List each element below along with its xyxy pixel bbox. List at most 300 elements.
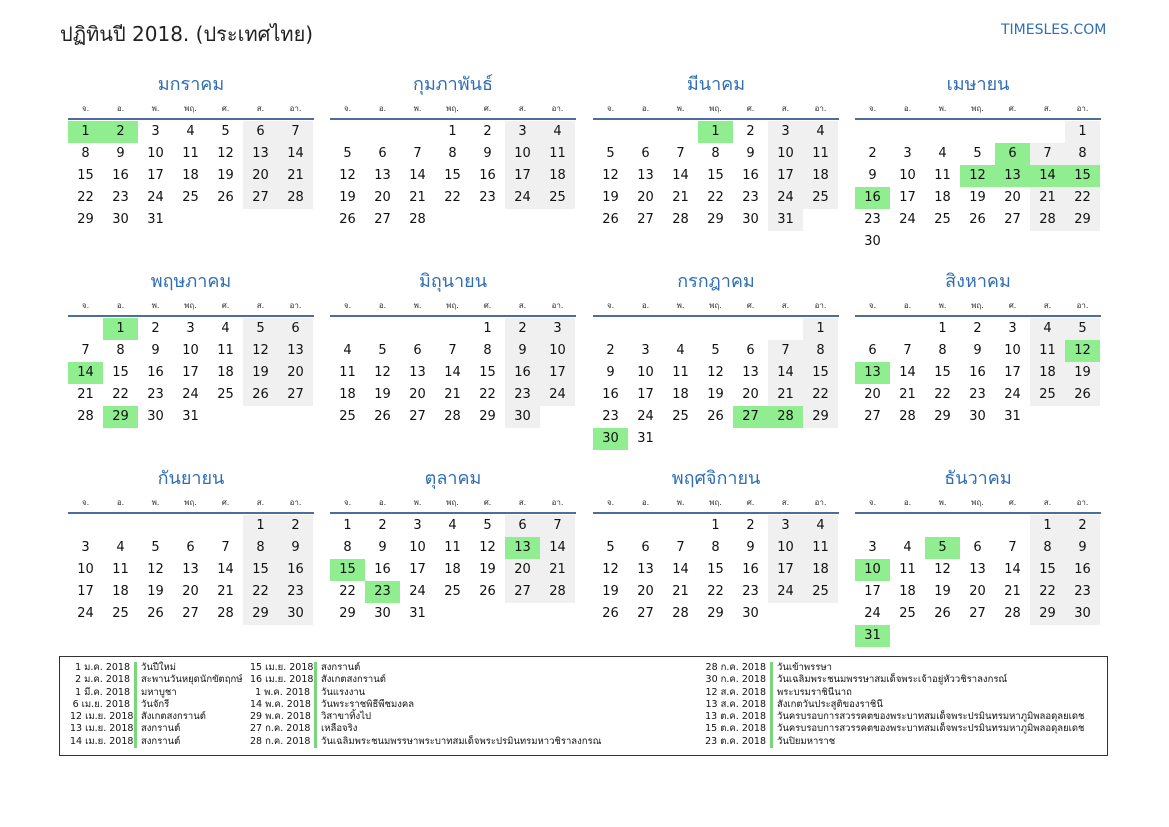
holiday-name: พระบรมราชินีนาถ: [777, 686, 852, 698]
holiday-name: สังเกตสงกรานต์: [321, 674, 386, 686]
day-cell: 25: [540, 187, 575, 209]
day-cell: 19: [374, 387, 391, 402]
holiday-name: สังเกตวันประสูติของราชินี: [777, 698, 883, 710]
holiday-date: 28 ก.ค. 2018: [250, 735, 311, 747]
holiday-date: 23 ต.ค. 2018: [705, 735, 766, 747]
day-cell: 4: [676, 343, 685, 358]
day-cell: 6: [641, 540, 650, 555]
day-cell: 4: [343, 343, 352, 358]
weekday-label: ศ.: [1008, 104, 1017, 113]
day-cell: 23: [479, 190, 496, 205]
day-cell: 24: [147, 190, 164, 205]
weekday-label: พ.: [413, 498, 422, 507]
day-cell: 6: [186, 540, 195, 555]
day-cell: 22: [1030, 581, 1065, 603]
holiday-marker: [314, 699, 317, 711]
day-cell: 3: [768, 515, 803, 537]
day-cell: 9: [746, 540, 755, 555]
site-link[interactable]: TIMESLES.COM: [1001, 22, 1107, 38]
holiday-marker: [314, 674, 317, 686]
weekday-label: ส.: [781, 104, 790, 113]
day-cell: 18: [1030, 362, 1065, 384]
holiday-name: สงกรานต์: [321, 662, 361, 673]
day-cell: 31: [637, 431, 654, 446]
day-cell: 2: [606, 343, 615, 358]
day-cell: 20: [374, 190, 391, 205]
day-cell: 14: [444, 365, 461, 380]
holiday-date: 12 ส.ค. 2018: [705, 686, 766, 698]
day-cell: 24: [540, 384, 575, 406]
weekday-label: พ.: [413, 104, 422, 113]
day-cell: 30: [742, 212, 759, 227]
holiday-legend-item: [70, 662, 243, 674]
empty-cell: [400, 318, 435, 340]
holiday-day-cell: 1: [68, 121, 103, 143]
day-cell: 18: [217, 365, 234, 380]
holiday-marker: [770, 723, 773, 735]
day-cell: 29: [339, 606, 356, 621]
day-cell: 24: [899, 212, 916, 227]
holiday-name: วันจักรี: [141, 698, 170, 710]
day-cell: 7: [221, 540, 230, 555]
day-cell: 19: [243, 362, 278, 384]
day-cell: 15: [707, 562, 724, 577]
day-cell: 22: [707, 190, 724, 205]
holiday-legend-item: [704, 711, 1085, 723]
weekday-label: พฤ.: [446, 498, 459, 507]
day-cell: 19: [147, 584, 164, 599]
holiday-day-cell: 14: [68, 362, 103, 384]
day-cell: 28: [672, 606, 689, 621]
empty-cell: [960, 515, 995, 537]
weekday-label: พ.: [413, 301, 422, 310]
day-grid: [855, 121, 1100, 253]
day-cell: 3: [186, 321, 195, 336]
day-cell: 31: [1004, 409, 1021, 424]
day-cell: 11: [444, 540, 461, 555]
day-cell: 9: [1065, 537, 1100, 559]
day-cell: 12: [147, 562, 164, 577]
day-cell: 14: [409, 168, 426, 183]
day-cell: 10: [77, 562, 94, 577]
day-cell: 6: [413, 343, 422, 358]
day-cell: 31: [768, 209, 803, 231]
day-cell: 18: [540, 165, 575, 187]
holiday-marker: [134, 699, 137, 711]
day-cell: 17: [409, 562, 426, 577]
day-cell: 23: [278, 581, 313, 603]
empty-cell: [768, 318, 803, 340]
day-cell: 11: [339, 365, 356, 380]
day-cell: 9: [378, 540, 387, 555]
day-cell: 17: [899, 190, 916, 205]
day-cell: 13: [278, 340, 313, 362]
weekday-label: อา.: [289, 498, 302, 507]
weekday-label: จ.: [868, 498, 877, 507]
day-cell: 1: [1030, 515, 1065, 537]
day-cell: 2: [868, 146, 877, 161]
day-cell: 11: [803, 143, 838, 165]
day-cell: 2: [483, 124, 492, 139]
day-cell: 24: [182, 387, 199, 402]
day-cell: 28: [672, 212, 689, 227]
day-cell: 27: [278, 384, 313, 406]
day-cell: 29: [707, 606, 724, 621]
day-cell: 16: [278, 559, 313, 581]
day-cell: 2: [378, 518, 387, 533]
holiday-name: วันครบรอบการสวรรคตของพระบาทสมเด็จพระปรมินทรมหาภูมิพลอดุลยเดช: [777, 723, 1085, 735]
day-cell: 14: [672, 168, 689, 183]
holiday-day-cell: 2: [103, 121, 138, 143]
month-calendar: [855, 467, 1101, 647]
day-cell: 8: [1065, 143, 1100, 165]
day-cell: 10: [1004, 343, 1021, 358]
empty-cell: [593, 121, 628, 143]
empty-cell: [698, 318, 733, 340]
holiday-date: 1 ม.ค. 2018: [75, 662, 130, 673]
weekday-label: พ.: [151, 498, 160, 507]
day-cell: 2: [278, 515, 313, 537]
day-cell: 11: [672, 365, 689, 380]
weekday-header: [68, 299, 314, 317]
day-cell: 26: [339, 212, 356, 227]
weekday-label: อา.: [289, 301, 302, 310]
holiday-name: วันครบรอบการสวรรคตของพระบาทสมเด็จพระปรมินทรมหาภูมิพลอดุลยเดช: [777, 711, 1085, 723]
empty-cell: [138, 515, 173, 537]
day-cell: 25: [803, 187, 838, 209]
holiday-legend-item: [704, 687, 1085, 699]
day-cell: 4: [903, 540, 912, 555]
holiday-day-cell: 13: [995, 165, 1030, 187]
day-grid: [68, 318, 313, 428]
holiday-date: 15 ต.ค. 2018: [705, 723, 766, 735]
day-cell: 2: [1065, 515, 1100, 537]
day-cell: 25: [339, 409, 356, 424]
day-cell: 19: [707, 387, 724, 402]
holiday-date: 1 มี.ค. 2018: [75, 686, 130, 698]
day-cell: 24: [409, 584, 426, 599]
day-cell: 24: [768, 187, 803, 209]
day-cell: 7: [676, 146, 685, 161]
day-cell: 21: [1004, 584, 1021, 599]
weekday-label: พ.: [938, 498, 947, 507]
day-cell: 18: [899, 584, 916, 599]
weekday-header: [68, 496, 314, 514]
day-cell: 4: [186, 124, 195, 139]
weekday-label: อา.: [289, 104, 302, 113]
day-cell: 13: [243, 143, 278, 165]
holiday-legend-item: [70, 723, 243, 735]
holiday-date: 6 เม.ย. 2018: [72, 698, 130, 710]
weekday-label: พฤ.: [184, 104, 197, 113]
month-title: มกราคม: [157, 74, 225, 95]
day-cell: 7: [413, 146, 422, 161]
day-cell: 7: [1030, 143, 1065, 165]
day-cell: 18: [803, 559, 838, 581]
day-cell: 9: [973, 343, 982, 358]
weekday-label: ส.: [518, 498, 527, 507]
day-cell: 20: [864, 387, 881, 402]
day-grid: [593, 318, 838, 450]
day-cell: 9: [868, 168, 877, 183]
day-cell: 15: [934, 365, 951, 380]
day-cell: 6: [243, 121, 278, 143]
day-grid: [855, 318, 1100, 428]
day-cell: 17: [182, 365, 199, 380]
weekday-label: อา.: [1076, 498, 1089, 507]
holiday-legend-column: [704, 662, 1085, 748]
day-cell: 20: [742, 387, 759, 402]
day-cell: 27: [243, 187, 278, 209]
day-cell: 23: [742, 190, 759, 205]
day-cell: 28: [1030, 209, 1065, 231]
day-cell: 14: [278, 143, 313, 165]
day-cell: 5: [151, 540, 160, 555]
day-cell: 10: [768, 537, 803, 559]
holiday-day-cell: 12: [1065, 340, 1100, 362]
day-cell: 20: [637, 584, 654, 599]
day-cell: 27: [969, 606, 986, 621]
weekday-label: ส.: [256, 301, 265, 310]
day-cell: 11: [1030, 340, 1065, 362]
holiday-legend-item: [70, 711, 243, 723]
day-cell: 30: [112, 212, 129, 227]
day-cell: 30: [374, 606, 391, 621]
weekday-label: อา.: [814, 498, 827, 507]
day-cell: 29: [707, 212, 724, 227]
day-cell: 22: [444, 190, 461, 205]
day-cell: 17: [77, 584, 94, 599]
day-cell: 22: [803, 384, 838, 406]
day-cell: 17: [864, 584, 881, 599]
day-grid: [855, 515, 1100, 647]
weekday-label: อา.: [814, 301, 827, 310]
day-cell: 17: [1004, 365, 1021, 380]
month-calendar: [68, 73, 314, 231]
day-cell: 18: [444, 562, 461, 577]
day-cell: 6: [973, 540, 982, 555]
weekday-label: พ.: [938, 301, 947, 310]
holiday-day-cell: 1: [103, 318, 138, 340]
day-cell: 26: [1065, 384, 1100, 406]
day-cell: 19: [602, 584, 619, 599]
month-title: เมษายน: [946, 74, 1010, 95]
empty-cell: [628, 318, 663, 340]
weekday-label: พฤ.: [971, 301, 984, 310]
empty-cell: [733, 318, 768, 340]
day-cell: 1: [483, 321, 492, 336]
empty-cell: [400, 121, 435, 143]
day-cell: 3: [151, 124, 160, 139]
weekday-label: พฤ.: [446, 301, 459, 310]
day-cell: 25: [1030, 384, 1065, 406]
day-cell: 8: [711, 146, 720, 161]
day-cell: 31: [409, 606, 426, 621]
weekday-label: พ.: [676, 498, 685, 507]
holiday-date: 13 ต.ค. 2018: [705, 711, 766, 723]
day-cell: 1: [1065, 121, 1100, 143]
weekday-label: พฤ.: [709, 498, 722, 507]
day-cell: 30: [969, 409, 986, 424]
day-grid: [68, 121, 313, 231]
day-cell: 8: [938, 343, 947, 358]
day-cell: 31: [147, 212, 164, 227]
holiday-date: 27 ก.ค. 2018: [250, 723, 311, 735]
day-cell: 4: [116, 540, 125, 555]
month-title: พฤศจิกายน: [671, 468, 761, 489]
month-title: ธันวาคม: [944, 468, 1012, 489]
holiday-marker: [314, 711, 317, 723]
day-cell: 4: [938, 146, 947, 161]
holiday-name: วันแรงงาน: [321, 686, 366, 698]
day-cell: 12: [243, 340, 278, 362]
day-cell: 20: [637, 190, 654, 205]
day-cell: 8: [483, 343, 492, 358]
day-cell: 24: [637, 409, 654, 424]
day-cell: 21: [672, 190, 689, 205]
day-cell: 12: [339, 168, 356, 183]
weekday-label: อ.: [378, 104, 387, 113]
weekday-label: อ.: [641, 301, 650, 310]
holiday-legend-item: [250, 699, 601, 711]
weekday-label: อ.: [903, 104, 912, 113]
day-cell: 3: [1008, 321, 1017, 336]
empty-cell: [663, 121, 698, 143]
day-cell: 13: [374, 168, 391, 183]
day-cell: 8: [711, 540, 720, 555]
holiday-marker: [134, 736, 137, 748]
holiday-name: วันเข้าพรรษา: [777, 662, 832, 673]
day-cell: 16: [1065, 559, 1100, 581]
day-cell: 10: [182, 343, 199, 358]
holiday-day-cell: 6: [995, 143, 1030, 165]
holiday-legend-item: [704, 736, 1085, 748]
weekday-label: พ.: [151, 104, 160, 113]
holiday-name: มหาบูชา: [141, 686, 177, 698]
day-cell: 18: [339, 387, 356, 402]
day-cell: 18: [934, 190, 951, 205]
holiday-name: วันเฉลิมพระชนมพรรษาสมเด็จพระเจ้าอยู่หัววชิราลงกรณ์: [777, 674, 1008, 686]
weekday-label: ศ.: [746, 301, 755, 310]
weekday-label: จ.: [606, 498, 615, 507]
day-cell: 15: [479, 365, 496, 380]
day-cell: 12: [934, 562, 951, 577]
holiday-marker: [134, 711, 137, 723]
holiday-name: สะพานวันหยุดนักขัตฤกษ์: [141, 674, 243, 686]
day-cell: 7: [1008, 540, 1017, 555]
day-cell: 22: [707, 584, 724, 599]
day-cell: 10: [899, 168, 916, 183]
day-cell: 1: [448, 124, 457, 139]
day-cell: 10: [768, 143, 803, 165]
weekday-header: [330, 102, 576, 120]
day-cell: 29: [77, 212, 94, 227]
day-cell: 29: [243, 603, 278, 625]
day-cell: 5: [606, 540, 615, 555]
day-cell: 21: [217, 584, 234, 599]
weekday-label: อ.: [116, 498, 125, 507]
day-cell: 20: [409, 387, 426, 402]
holiday-day-cell: 14: [1030, 165, 1065, 187]
day-cell: 24: [768, 581, 803, 603]
day-cell: 9: [746, 146, 755, 161]
month-title: กรกฎาคม: [677, 271, 755, 292]
day-cell: 17: [505, 165, 540, 187]
day-cell: 14: [768, 362, 803, 384]
holiday-day-cell: 27: [733, 406, 768, 428]
day-cell: 5: [1065, 318, 1100, 340]
day-cell: 27: [864, 409, 881, 424]
holiday-legend-item: [250, 674, 601, 686]
day-cell: 8: [803, 340, 838, 362]
day-cell: 28: [540, 581, 575, 603]
day-cell: 13: [637, 562, 654, 577]
holiday-name: วันปีใหม่: [141, 662, 177, 673]
day-cell: 23: [147, 387, 164, 402]
month-calendar: [68, 467, 314, 625]
month-title: มีนาคม: [686, 74, 746, 95]
holiday-day-cell: 16: [855, 187, 890, 209]
weekday-label: อา.: [551, 104, 564, 113]
holiday-name: วันเฉลิมพระชนมพรรษาพระบาทสมเด็จพระปรมินทรมหาวชิราลงกรณ: [321, 735, 602, 747]
weekday-label: อ.: [903, 301, 912, 310]
day-cell: 11: [217, 343, 234, 358]
day-grid: [330, 318, 575, 428]
day-cell: 4: [803, 121, 838, 143]
day-cell: 16: [147, 365, 164, 380]
day-cell: 11: [899, 562, 916, 577]
holiday-marker: [134, 662, 137, 674]
empty-cell: [855, 121, 890, 143]
month-title: ตุลาคม: [424, 468, 482, 489]
weekday-label: พ.: [938, 104, 947, 113]
holiday-legend-item: [250, 662, 601, 674]
day-cell: 3: [768, 121, 803, 143]
day-cell: 29: [479, 409, 496, 424]
weekday-label: ศ.: [1008, 301, 1017, 310]
weekday-label: ศ.: [746, 498, 755, 507]
weekday-label: ส.: [1043, 104, 1052, 113]
day-cell: 2: [746, 124, 755, 139]
day-cell: 30: [864, 234, 881, 249]
day-cell: 5: [243, 318, 278, 340]
weekday-label: อ.: [116, 104, 125, 113]
day-cell: 26: [479, 584, 496, 599]
weekday-label: จ.: [343, 301, 352, 310]
empty-cell: [628, 515, 663, 537]
holiday-date: 2 ม.ค. 2018: [75, 674, 130, 686]
day-grid: [593, 515, 838, 625]
weekday-label: ศ.: [483, 498, 492, 507]
day-cell: 23: [742, 584, 759, 599]
holiday-legend: [59, 656, 1108, 756]
weekday-label: จ.: [81, 104, 90, 113]
day-cell: 15: [707, 168, 724, 183]
day-cell: 25: [182, 190, 199, 205]
day-cell: 1: [938, 321, 947, 336]
weekday-header: [855, 299, 1101, 317]
holiday-marker: [314, 723, 317, 735]
day-cell: 24: [77, 606, 94, 621]
day-cell: 3: [540, 318, 575, 340]
empty-cell: [593, 515, 628, 537]
holiday-legend-item: [70, 674, 243, 686]
day-cell: 25: [444, 584, 461, 599]
holiday-date: 29 พ.ค. 2018: [250, 711, 311, 723]
weekday-label: อา.: [1076, 301, 1089, 310]
weekday-label: ส.: [781, 301, 790, 310]
day-cell: 20: [182, 584, 199, 599]
